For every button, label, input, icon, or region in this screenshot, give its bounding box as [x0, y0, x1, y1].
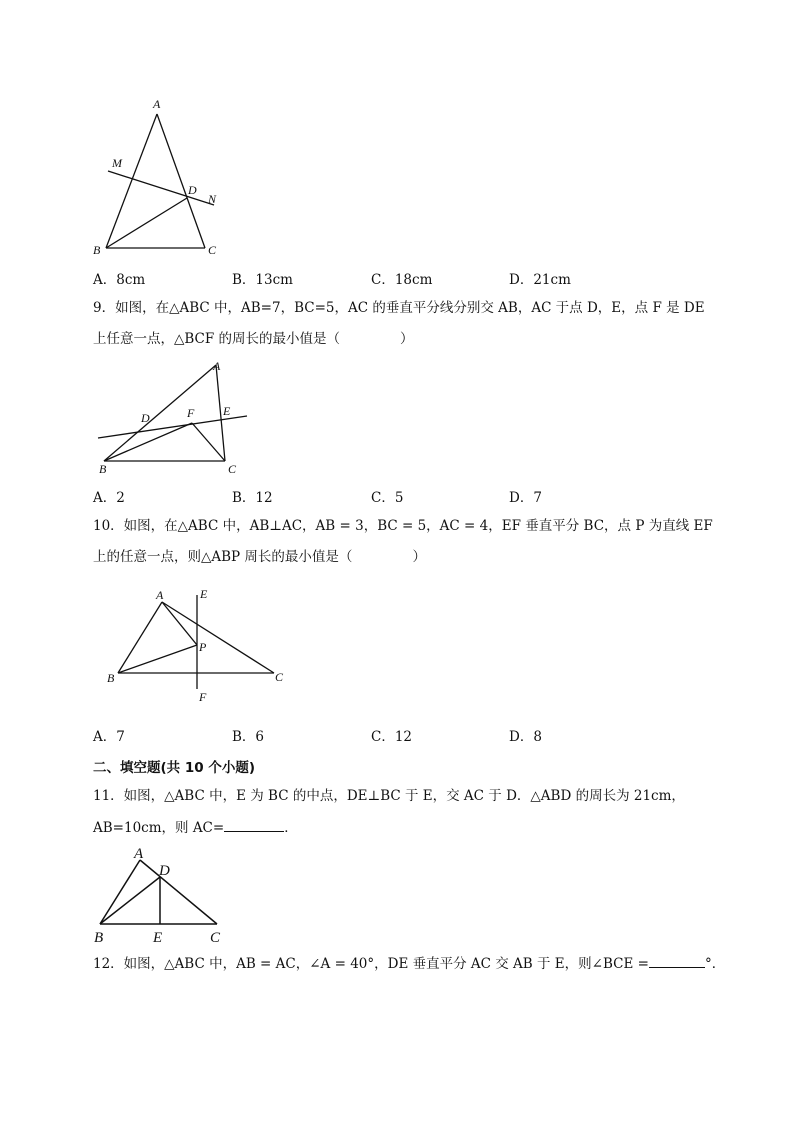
q9-label-f: F — [187, 406, 195, 420]
q11-answer-blank[interactable] — [224, 819, 284, 832]
q9-choice-d[interactable]: D．7 — [509, 490, 542, 506]
q9-choice-b[interactable]: B．12 — [232, 490, 273, 506]
q9-choice-a[interactable]: A．2 — [93, 490, 125, 506]
q12-unit: °． — [704, 956, 726, 972]
q8-label-n: N — [208, 192, 217, 206]
q11-side-ab — [100, 860, 140, 924]
q11-text-line1: 11．如图，△ABC 中，E 为 BC 的中点，DE⊥BC 于 E，交 AC 于 D．△ABD 的周长为 21cm， — [93, 788, 685, 804]
q11-stem: AB=10cm，则 AC= — [93, 820, 225, 836]
q11-side-ac — [140, 860, 217, 924]
q9-choice-c[interactable]: C．5 — [371, 490, 404, 506]
q11-triangle-diagram — [90, 843, 240, 948]
q10-figure — [100, 585, 300, 710]
q11-figure — [90, 843, 240, 948]
q8-choice-c[interactable]: C．18cm — [371, 272, 433, 288]
q12-stem: 12．如图，△ABC 中，AB = AC，∠A = 40°，DE 垂直平分 AC 交 AB 于 E，则∠BCE = — [93, 956, 649, 972]
q10-label-f: F — [199, 690, 207, 704]
q10-text-line2 — [93, 548, 426, 566]
q9-triangle-diagram — [88, 355, 258, 480]
q8-segment-bd — [106, 198, 187, 248]
q10-text-line1: 10．如图，在△ABC 中，AB⊥AC，AB = 3，BC = 5，AC = 4，EF 垂直平分 BC，点 P 为直线 EF — [93, 518, 713, 534]
q10-label-c: C — [275, 670, 284, 684]
q8-label-b: B — [93, 243, 101, 257]
q9-choices — [93, 486, 693, 504]
q10-label-b: B — [107, 671, 115, 685]
q11-label-a: A — [134, 846, 144, 862]
q8-label-a: A — [153, 97, 161, 111]
section-fill-in-title: 二、填空题(共 10 个小题) — [93, 760, 256, 776]
q10-choice-a[interactable]: A．7 — [93, 729, 125, 745]
q10-paren-close: ） — [412, 549, 426, 565]
q10-label-p: P — [199, 640, 207, 654]
q9-label-e: E — [223, 404, 231, 418]
q11-label-b: B — [94, 930, 104, 946]
q10-choice-d[interactable]: D．8 — [509, 729, 542, 745]
q9-figure — [88, 355, 258, 480]
q9-side-ab — [104, 365, 216, 461]
q8-figure — [88, 95, 228, 265]
q8-choice-d[interactable]: D．21cm — [509, 272, 571, 288]
q9-stem: 上任意一点，△BCF 的周长的最小值是（ — [93, 331, 341, 347]
q8-choice-b[interactable]: B．13cm — [232, 272, 293, 288]
q9-paren-close: ） — [400, 331, 414, 347]
q10-label-a: A — [156, 588, 164, 602]
q12-answer-blank[interactable] — [649, 955, 705, 968]
q10-choice-b[interactable]: B．6 — [232, 729, 265, 745]
q10-label-e: E — [200, 587, 208, 601]
q9-label-b: B — [99, 462, 107, 476]
q10-segment-bp — [118, 645, 197, 673]
q10-segment-ap — [162, 602, 197, 645]
q11-period: ． — [284, 820, 298, 836]
q8-side-ac — [157, 114, 205, 248]
q10-stem: 上的任意一点，则△ABP 周长的最小值是（ — [93, 549, 353, 565]
q8-choice-a[interactable]: A．8cm — [93, 272, 146, 288]
q11-text-line2 — [93, 819, 298, 837]
q8-label-c: C — [208, 243, 217, 257]
q8-side-ab — [106, 114, 157, 248]
q8-label-m: M — [112, 156, 122, 170]
q10-side-ab — [118, 602, 162, 673]
q9-text-line2 — [93, 330, 414, 348]
q11-label-d: D — [159, 863, 170, 879]
q12-text-line — [93, 955, 725, 973]
q9-segment-bf — [104, 423, 192, 461]
q10-triangle-diagram — [100, 585, 300, 710]
q11-label-c: C — [210, 930, 221, 946]
q10-choices — [93, 725, 693, 743]
q10-choice-c[interactable]: C．12 — [371, 729, 413, 745]
q8-triangle-diagram — [88, 95, 228, 265]
q9-text-line1: 9．如图，在△ABC 中，AB=7，BC=5，AC 的垂直平分线分别交 AB，AC 于点 D，E，点 F 是 DE — [93, 300, 705, 316]
q9-label-a: A — [213, 359, 221, 373]
q8-label-d: D — [188, 183, 197, 197]
q9-line-de — [98, 416, 247, 438]
q8-choices — [93, 268, 693, 286]
q9-segment-fc — [192, 423, 225, 461]
q9-label-d: D — [141, 411, 150, 425]
q11-label-e: E — [153, 930, 163, 946]
q9-label-c: C — [228, 462, 237, 476]
q10-side-ac — [162, 602, 274, 673]
q11-segment-bd — [100, 877, 160, 924]
